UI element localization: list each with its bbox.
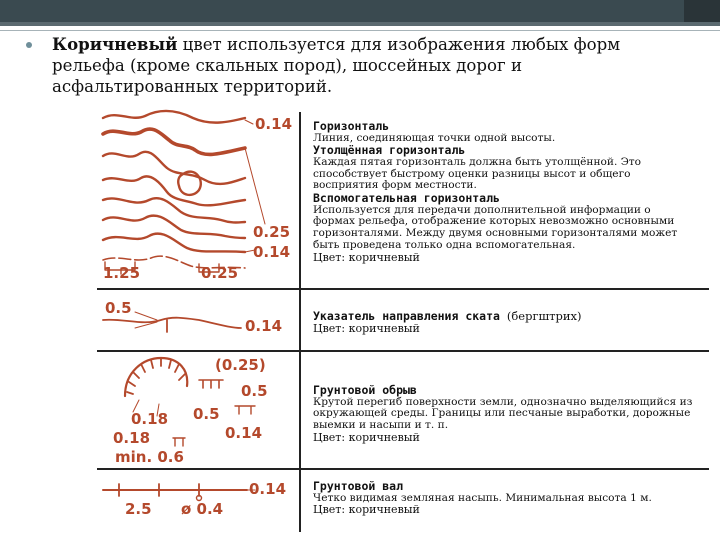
- desc-contour-thick: Каждая пятая горизонталь должна быть утолщённой. Это способствует быстрому оценки разницы высот и общего восприятия форм местности.: [313, 155, 642, 192]
- legend-divider-1: [97, 288, 709, 290]
- color-bank: Цвет: коричневый: [313, 503, 420, 517]
- leader-main: [245, 120, 253, 124]
- legend-contours-text: [313, 120, 693, 264]
- title-slope-main: Указатель направления ската: [313, 309, 500, 323]
- color-slope: Цвет: коричневый: [313, 321, 420, 335]
- contour-line-1: [103, 111, 245, 123]
- desc-contour-main: Линия, соединяющая точки одной высоты.: [313, 131, 556, 144]
- desc-contour-aux: Используется для передачи дополнительной информации о формах рельефа, отображение которых невозможно основными горизонталями. Между двумя основными горизонталями может быть проведена только одна вспомогательная.: [313, 203, 678, 252]
- slope-leader: [135, 312, 157, 328]
- slope-contour-line: [103, 318, 241, 328]
- bullet-rest: цвет используется для изображения любых форм рельефа (кроме скальных пород), шоссейных дорог и асфальтированных территорий.: [52, 35, 621, 96]
- label-contour-thick: 0.25: [253, 223, 291, 241]
- slide-top-bar-accent: [0, 22, 720, 26]
- bullet-bold-word: Коричневый: [52, 34, 178, 54]
- title-contour-thick: Утолщённая горизонталь: [313, 143, 466, 158]
- contour-line-6: [103, 216, 245, 238]
- desc-bank: Четко видимая земляная насыпь. Минимальная высота 1 м.: [313, 491, 652, 504]
- legend-slope-text: [313, 310, 693, 335]
- slide-bullet: [26, 34, 676, 97]
- label-scarp-min: min. 0.6: [115, 448, 184, 466]
- scarp-arc: [125, 358, 187, 396]
- label-slope-right: 0.14: [245, 317, 283, 335]
- title-slope-note: (бергштрих): [506, 309, 582, 323]
- label-bank-right: 0.14: [249, 480, 287, 498]
- bullet-text: [52, 34, 676, 97]
- scarp-mini-scale-2: [173, 438, 185, 446]
- leader-thick: [245, 148, 265, 224]
- scarp-teeth: [127, 358, 185, 394]
- scarp-mini-scale-1: [235, 406, 255, 414]
- label-scarp-top: (0.25): [215, 356, 266, 374]
- legend-divider-2: [97, 350, 709, 352]
- label-scarp-low2: 0.14: [225, 424, 263, 442]
- contour-line-2: [103, 129, 245, 154]
- title-bank: Грунтовой вал: [313, 479, 404, 493]
- color-contours: Цвет: коричневый: [313, 250, 420, 264]
- title-scarp: Грунтовой обрыв: [313, 383, 417, 397]
- scarp-tick-group: [199, 380, 223, 388]
- label-contour-main: 0.14: [255, 115, 293, 133]
- legend-divider-3: [97, 468, 709, 470]
- label-dash-right: 0.25: [201, 264, 239, 282]
- desc-scarp: Крутой перегиб поверхности земли, однозначно выделяющийся из окружающей среды. Границы или песчаные выработки, дорожные выемки и насыпи и т. п.: [313, 395, 693, 432]
- label-slope-left: 0.5: [105, 299, 132, 317]
- bullet-dot-icon: [26, 42, 32, 48]
- label-dash-left: 1.25: [103, 264, 141, 282]
- label-bank-left: 2.5: [125, 500, 152, 518]
- legend-bank-text: [313, 480, 693, 517]
- slide-top-divider: [0, 30, 720, 31]
- label-scarp-low1: 0.18: [113, 429, 151, 447]
- label-scarp-mid2: 0.5: [193, 405, 220, 423]
- label-scarp-tick: 0.5: [241, 382, 268, 400]
- label-bank-dot: ø 0.4: [181, 500, 224, 518]
- label-contour-aux: 0.14: [253, 243, 291, 261]
- legend-figure: [95, 104, 710, 534]
- label-scarp-mid1: 0.18: [131, 410, 169, 428]
- slide-top-bar: [0, 0, 720, 26]
- color-scarp: Цвет: коричневый: [313, 430, 420, 444]
- title-contour-aux: Вспомогательная горизонталь: [313, 191, 500, 206]
- legend-scarp-text: [313, 384, 693, 444]
- title-contour-main: Горизонталь: [313, 119, 390, 133]
- title-slope: [313, 310, 693, 323]
